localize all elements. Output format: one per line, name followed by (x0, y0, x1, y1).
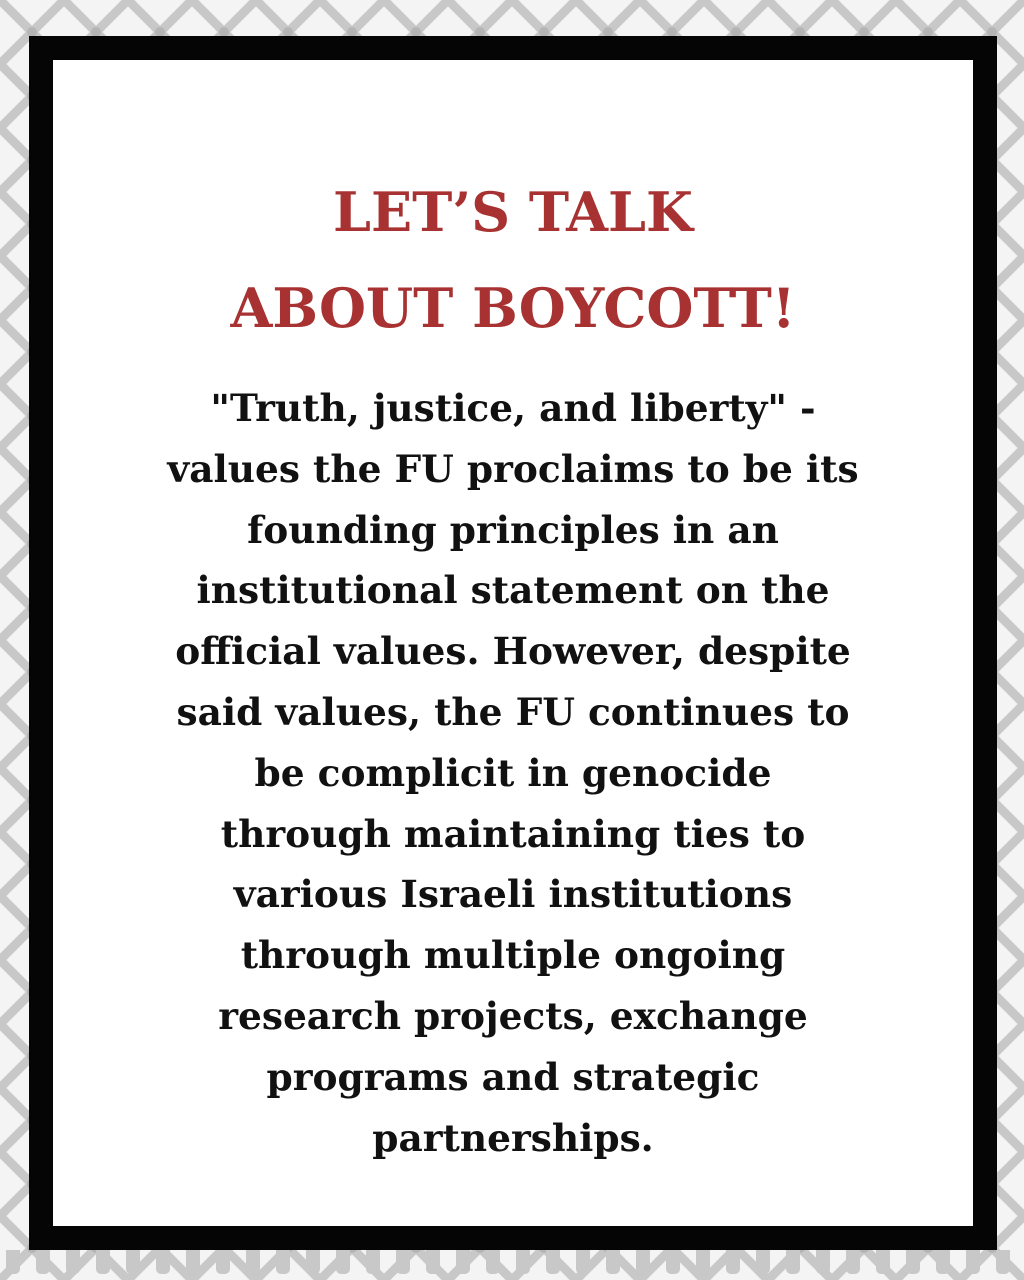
content-panel (53, 60, 973, 1226)
body-line: be complicit in genocide (254, 750, 772, 795)
body-line: partnerships. (372, 1115, 654, 1160)
body-paragraph (93, 378, 933, 1168)
page-title (53, 164, 973, 356)
content-frame (29, 36, 997, 1250)
body-line: founding principles in an (247, 507, 779, 552)
title-line-2: ABOUT BOYCOTT! (230, 276, 796, 340)
body-line: programs and strategic (266, 1054, 760, 1099)
body-line: "Truth, justice, and liberty" - (210, 386, 816, 430)
title-line-1: LET’S TALK (333, 180, 693, 244)
body-line: said values, the FU continues to (176, 689, 850, 734)
body-line: through multiple ongoing (240, 933, 786, 978)
body-line: values the FU proclaims to be its (167, 446, 859, 491)
body-line: through maintaining ties to (220, 811, 806, 856)
body-line: various Israeli institutions (233, 872, 793, 917)
body-line: official values. However, despite (175, 629, 851, 674)
body-line: research projects, exchange (218, 993, 808, 1038)
body-line: institutional statement on the (196, 568, 830, 613)
